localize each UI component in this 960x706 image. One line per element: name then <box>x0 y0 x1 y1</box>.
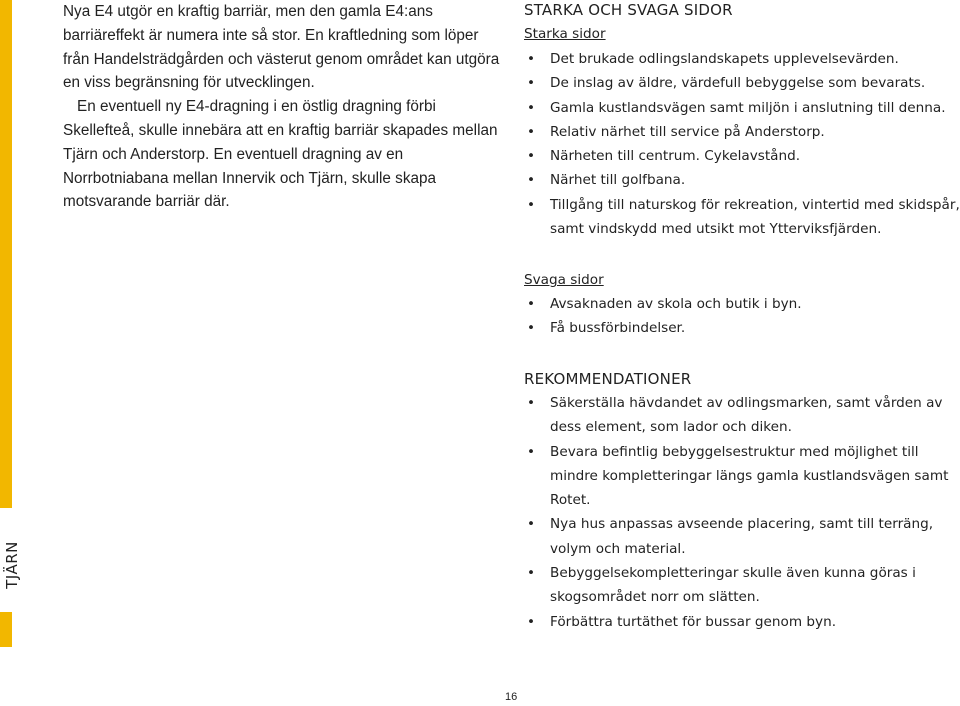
body-paragraph-2: En eventuell ny E4-dragning i en östlig dragning förbi Skellefteå, skulle innebära att en kraftig barriär skapades mellan Tjärn och Anderstorp. En eventuell dragning av en Norrbotniabana mellan Innervik och Tjärn, skulle skapa motsvarande barriär där. <box>63 98 498 211</box>
list-item: • Avsaknaden av skola och butik i byn. <box>524 292 960 316</box>
left-column <box>63 0 508 214</box>
strong-sides-label: Starka sidor <box>524 26 606 42</box>
list-item: • Nya hus anpassas avseende placering, samt till terräng, volym och material. <box>524 512 960 561</box>
list-item: • Tillgång till naturskog för rekreation, vintertid med skidspår, samt vindskydd med utsikt mot Ytterviksfjärden. <box>524 193 960 242</box>
list-item: • Få bussförbindelser. <box>524 316 960 340</box>
sidebar-accent-bar-bottom <box>0 612 12 647</box>
side-label-text: TJÄRN <box>3 541 22 589</box>
list-item: • Bevara befintlig bebyggelsestruktur med möjlighet till mindre kompletteringar längs gamla kustlandsvägen samt Rotet. <box>524 440 960 513</box>
heading-strengths-weaknesses: STARKA OCH SVAGA SIDOR <box>524 1 733 19</box>
section-side-label <box>0 542 24 588</box>
weak-sides-list <box>524 292 960 341</box>
list-item: • Det brukade odlingslandskapets upplevelsevärden. <box>524 47 960 71</box>
recommendations-list <box>524 391 960 634</box>
page-number: 16 <box>505 691 518 703</box>
sidebar-accent-bar-top <box>0 0 12 508</box>
body-paragraph-1: Nya E4 utgör en kraftig barriär, men den gamla E4:ans barriäreffekt är numera inte så stor. En kraftledning som löper från Handelsträdgården och västerut genom området kan utgöra en viss begränsning för utvecklingen. <box>63 3 500 92</box>
strong-sides-list <box>524 47 960 241</box>
weak-sides-label: Svaga sidor <box>524 272 604 288</box>
list-item: • Närhet till golfbana. <box>524 168 960 192</box>
list-item: • Gamla kustlandsvägen samt miljön i anslutning till denna. <box>524 96 960 120</box>
list-item: • Säkerställa hävdandet av odlingsmarken, samt vården av dess element, som lador och diken. <box>524 391 960 440</box>
list-item: • Relativ närhet till service på Anderstorp. <box>524 120 960 144</box>
list-item: • Närheten till centrum. Cykelavstånd. <box>524 144 960 168</box>
list-item: • Förbättra turtäthet för bussar genom byn. <box>524 610 960 634</box>
heading-recommendations: REKOMMENDATIONER <box>524 370 692 388</box>
list-item: • Bebyggelsekompletteringar skulle även kunna göras i skogsområdet norr om slätten. <box>524 561 960 610</box>
list-item: • De inslag av äldre, värdefull bebyggelse som bevarats. <box>524 71 960 95</box>
